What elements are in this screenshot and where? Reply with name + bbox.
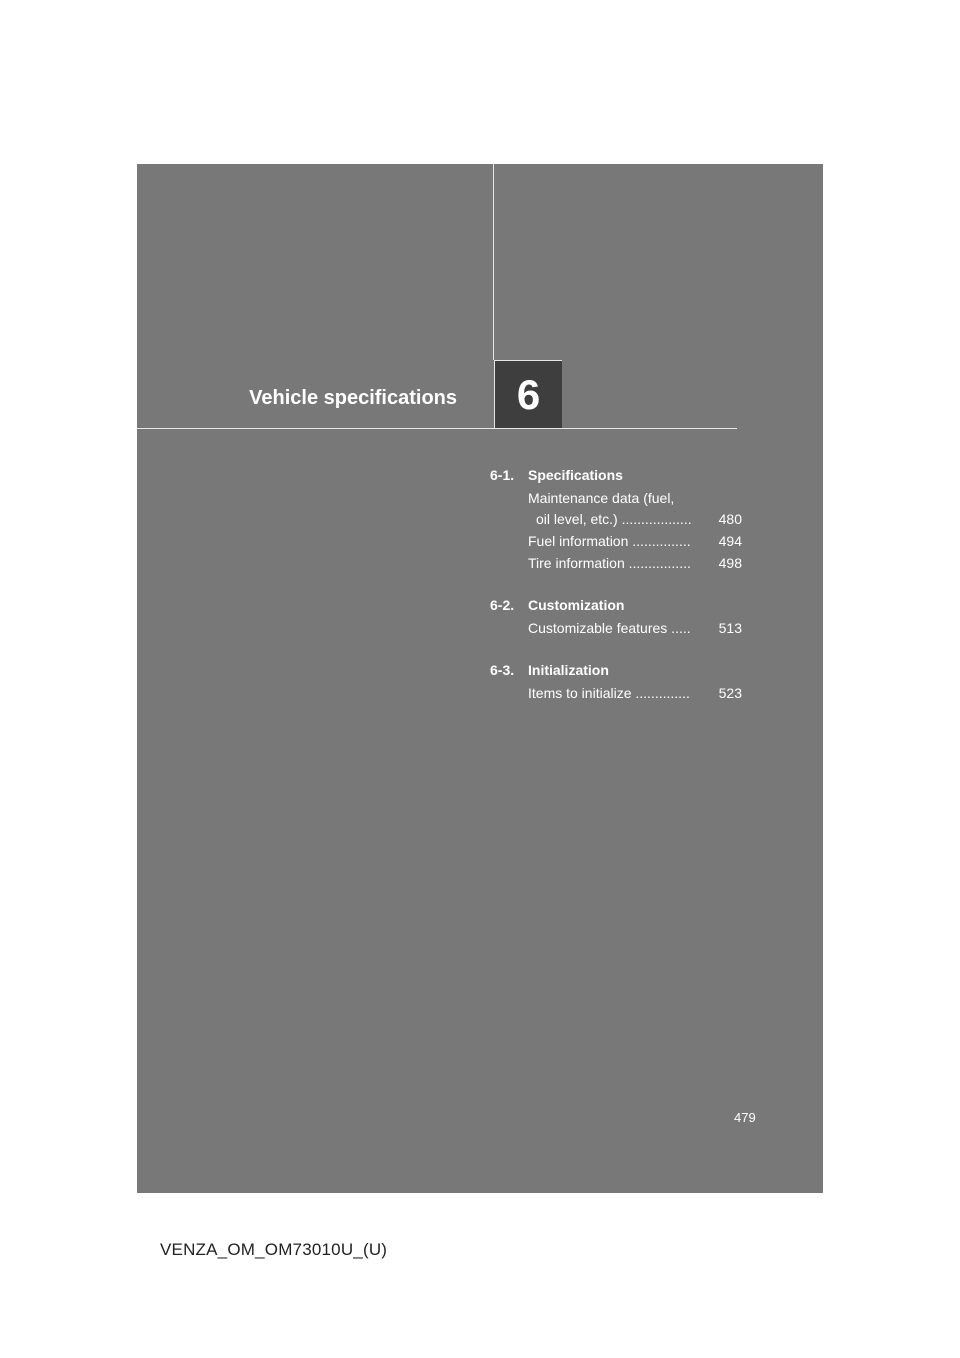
toc-entry-page: 494 bbox=[718, 533, 742, 549]
section-number: 6-3. bbox=[490, 662, 515, 678]
toc-section-customization bbox=[490, 594, 742, 639]
vertical-rule bbox=[493, 164, 494, 360]
toc-entry-label: Items to initialize .............. bbox=[528, 685, 690, 701]
toc-entry-label-line2: oil level, etc.) .................. bbox=[536, 511, 692, 527]
toc-entry-label: Fuel information ............... bbox=[528, 533, 691, 549]
table-of-contents bbox=[490, 464, 742, 724]
toc-entry-tire-information[interactable] bbox=[490, 553, 742, 574]
section-title: Initialization bbox=[528, 662, 609, 678]
toc-entry-page: 523 bbox=[718, 685, 742, 701]
toc-section-initialization bbox=[490, 659, 742, 704]
toc-entry-page: 480 bbox=[718, 511, 742, 527]
toc-entry-maintenance-data[interactable] bbox=[490, 488, 742, 530]
chapter-number: 6 bbox=[516, 370, 541, 418]
section-title: Customization bbox=[528, 597, 625, 613]
toc-entry-page: 498 bbox=[718, 555, 742, 571]
toc-entry-label: Tire information ................ bbox=[528, 555, 691, 571]
toc-section-heading[interactable] bbox=[490, 594, 742, 617]
toc-entry-customizable-features[interactable] bbox=[490, 618, 742, 639]
horizontal-rule bbox=[137, 428, 737, 429]
toc-entry-items-to-initialize[interactable] bbox=[490, 683, 742, 704]
toc-entry-label: Customizable features ..... bbox=[528, 620, 691, 636]
chapter-number-box bbox=[494, 360, 562, 428]
section-number: 6-1. bbox=[490, 467, 515, 483]
section-number: 6-2. bbox=[490, 597, 515, 613]
toc-section-heading[interactable] bbox=[490, 659, 742, 682]
chapter-title: Vehicle specifications bbox=[249, 387, 457, 409]
toc-entry-fuel-information[interactable] bbox=[490, 531, 742, 552]
page-number: 479 bbox=[734, 1110, 756, 1125]
toc-entry-label-line1: Maintenance data (fuel, bbox=[528, 490, 675, 506]
section-title: Specifications bbox=[528, 467, 623, 483]
toc-section-specifications bbox=[490, 464, 742, 574]
toc-section-heading[interactable] bbox=[490, 464, 742, 487]
toc-entry-label bbox=[528, 488, 712, 530]
toc-entry-page: 513 bbox=[718, 620, 742, 636]
chapter-panel bbox=[137, 164, 823, 1193]
document-footer-code: VENZA_OM_OM73010U_(U) bbox=[160, 1240, 388, 1259]
